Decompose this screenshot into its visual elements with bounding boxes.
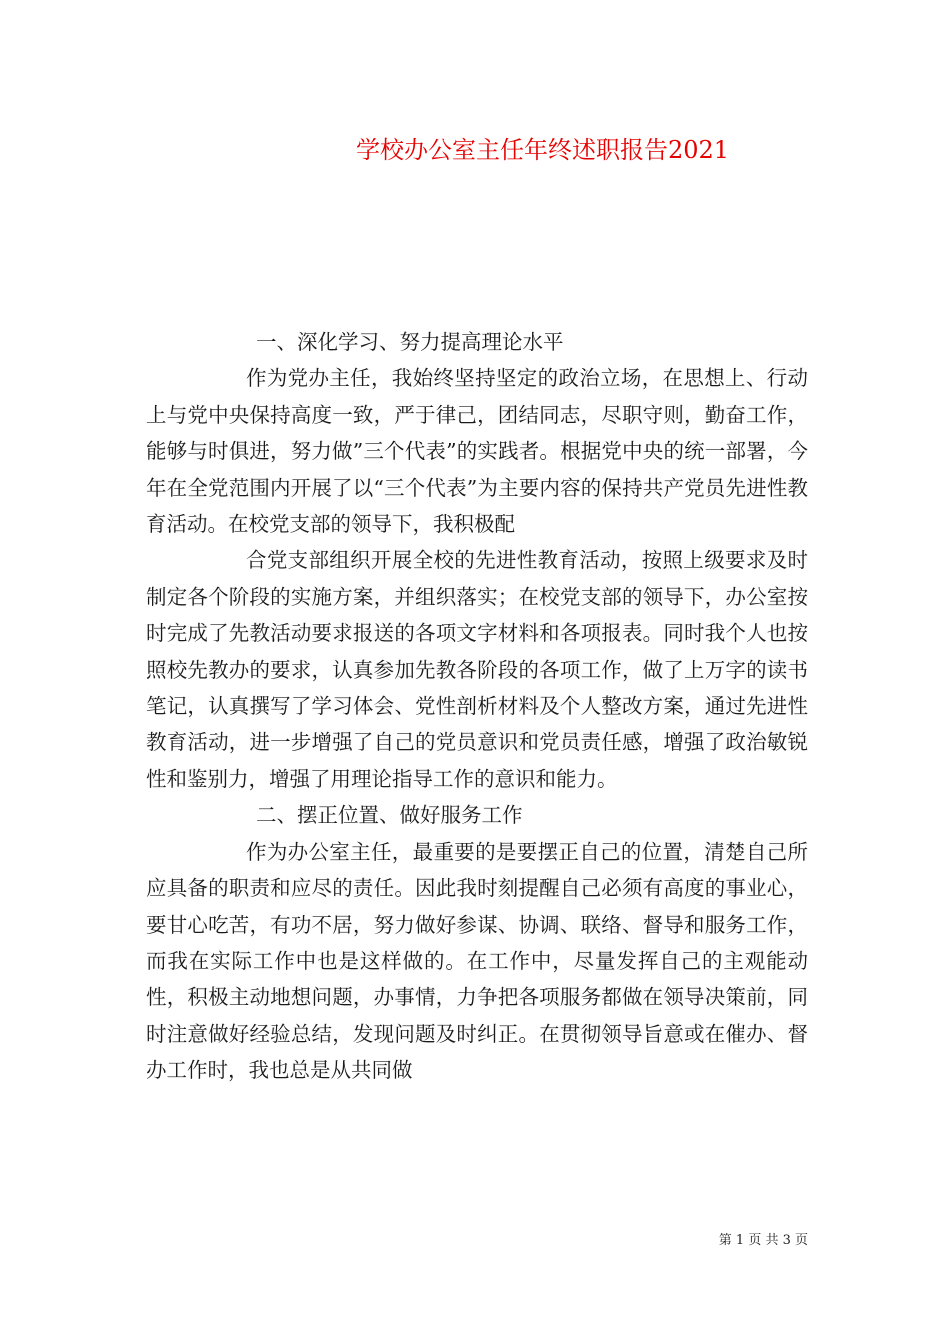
document-body <box>146 324 808 1089</box>
body-paragraph: 合党支部组织开展全校的先进性教育活动，按照上级要求及时制定各个阶段的实施方案，并组织落实；在校党支部的领导下，办公室按时完成了先教活动要求报送的各项文字材料和各项报表。同时我个人也按照校先教办的要求，认真参加先教各阶段的各项工作，做了上万字的读书笔记，认真撰写了学习体会、党性剖析材料及个人整改方案，通过先进性教育活动，进一步增强了自己的党员意识和党员责任感，增强了政治敏锐性和鉴别力，增强了用理论指导工作的意识和能力。 <box>146 548 808 791</box>
section-heading: 一、深化学习、努力提高理论水平 <box>256 330 564 354</box>
section-heading: 二、摆正位置、做好服务工作 <box>256 803 523 828</box>
body-paragraph: 作为党办主任，我始终坚持坚定的政治立场，在思想上、行动上与党中央保持高度一致，严于律己，团结同志，尽职守则，勤奋工作，能够与时俱进，努力做”三个代表”的实践者。根据党中央的统一部署，今年在全党范围内开展了以“三个代表”为主要内容的保持共产党员先进性教育活动。在校党支部的领导下，我积极配 <box>146 366 808 537</box>
body-paragraph: 作为办公室主任，最重要的是要摆正自己的位置，清楚自己所应具备的职责和应尽的责任。因此我时刻提醒自己必须有高度的事业心，要甘心吃苦，有功不居，努力做好参谋、协调、联络、督导和服务工作，而我在实际工作中也是这样做的。在工作中，尽量发挥自己的主观能动性，积极主动地想问题，办事情，力争把各项服务都做在领导决策前，同时注意做好经验总结，发现问题及时纠正。在贯彻领导旨意或在催办、督办工作时，我也总是从共同做 <box>146 839 808 1083</box>
document-title: 学校办公室主任年终述职报告2021 <box>355 136 730 164</box>
page-number: 第 1 页 共 3 页 <box>718 1233 808 1248</box>
